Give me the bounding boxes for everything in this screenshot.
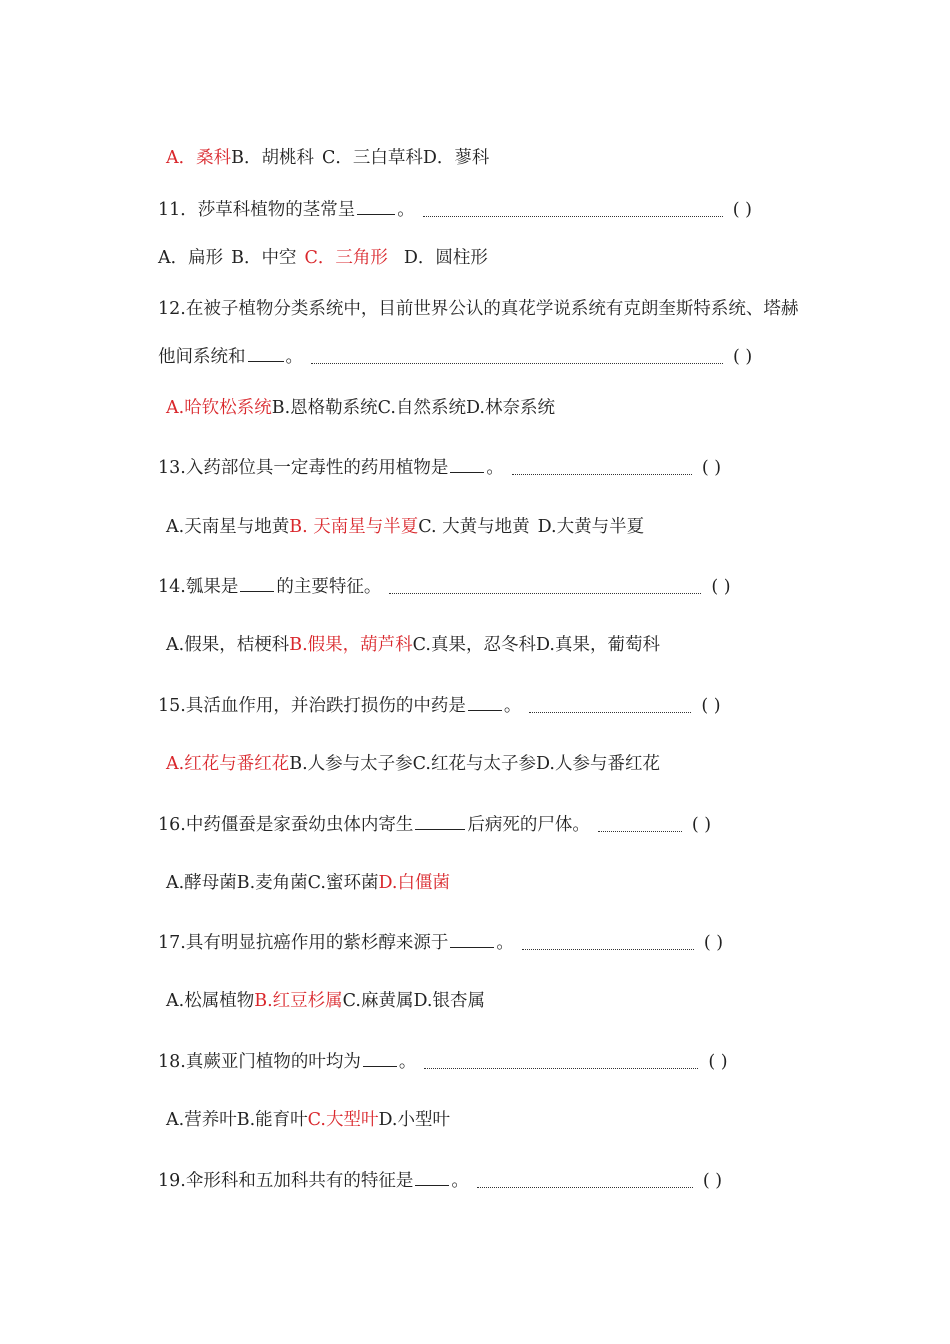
- q16-option-b: B.麦角菌: [236, 873, 308, 893]
- q19-leader: [477, 1187, 693, 1188]
- q12-option-b: B.恩格勒系统: [271, 398, 378, 418]
- q17-number: 17.: [158, 933, 186, 953]
- q18-stem: 真蕨亚门植物的叶均为: [185, 1052, 361, 1072]
- q19-stem: 伞形科和五加科共有的特征是: [185, 1171, 414, 1191]
- q12-leader: [311, 363, 723, 364]
- q16-option-c: C.蜜环菌: [307, 873, 379, 893]
- q18-option-b: B.能育叶: [236, 1110, 308, 1130]
- q15-option-b: B.人参与太子参: [289, 754, 413, 774]
- q15-stem: 具活血作用，并治跌打损伤的中药是: [185, 696, 466, 716]
- q11-blank[interactable]: [357, 198, 395, 215]
- q15-option-c: C.红花与太子参: [412, 754, 536, 774]
- q13-leader: [512, 474, 692, 475]
- q11-stem: 莎草科植物的茎常呈: [197, 200, 356, 220]
- q15-blank[interactable]: [468, 694, 502, 711]
- q13-end: 。: [486, 458, 504, 478]
- q17-end: 。: [496, 933, 514, 953]
- q18-blank[interactable]: [363, 1050, 397, 1067]
- q13-option-d: D.大黄与半夏: [537, 517, 645, 537]
- q12-option-a: A.哈钦松系统: [166, 398, 272, 418]
- q15-options: [166, 753, 866, 775]
- q10-option-d: D．蓼科: [422, 148, 490, 168]
- q11-option-c: C．三角形: [304, 248, 388, 268]
- q17-option-b: B.红豆杉属: [254, 991, 343, 1011]
- q14-stem2: 的主要特征。: [276, 577, 382, 597]
- q14-option-b: B.假果，葫芦科: [289, 635, 413, 655]
- q13-stem: 入药部位具一定毒性的药用植物是: [185, 458, 449, 478]
- q15-end: 。: [503, 696, 522, 716]
- q18-options: [166, 1109, 866, 1131]
- q13-answer-paren[interactable]: ( ): [701, 458, 722, 478]
- q16-stem: 中药僵蚕是家蚕幼虫体内寄生: [185, 815, 414, 835]
- q11-answer-paren[interactable]: ( ): [732, 200, 752, 220]
- q11-option-d: D．圆柱形: [403, 248, 488, 268]
- q18-option-a: A.营养叶: [166, 1110, 237, 1130]
- q12-options: [166, 397, 866, 419]
- q15-option-a: A.红花与番红花: [166, 754, 290, 774]
- q12-stem-line2: 他间系统和: [158, 347, 246, 367]
- question-11: [158, 198, 858, 221]
- q15-option-d: D.人参与番红花: [535, 754, 660, 774]
- q13-option-b: B. 天南星与半夏: [289, 517, 419, 537]
- q10-option-b: B．胡桃科: [231, 148, 315, 168]
- q12-option-c: C.自然系统: [377, 398, 466, 418]
- q10-option-c: C．三白草科: [322, 148, 423, 168]
- q18-answer-paren[interactable]: ( ): [708, 1052, 728, 1072]
- question-19: [158, 1169, 858, 1192]
- q12-blank[interactable]: [248, 345, 284, 362]
- question-14: [158, 575, 858, 598]
- q16-leader: [598, 831, 682, 832]
- q14-answer-paren[interactable]: ( ): [711, 577, 731, 597]
- q15-answer-paren[interactable]: ( ): [701, 696, 721, 716]
- q16-option-d: D.白僵菌: [378, 873, 450, 893]
- q18-end: 。: [398, 1052, 417, 1072]
- q13-number: 13.: [158, 458, 186, 478]
- q18-option-d: D.小型叶: [378, 1110, 450, 1130]
- question-16: [158, 813, 858, 836]
- q16-options: [166, 872, 866, 894]
- q17-blank[interactable]: [450, 931, 494, 948]
- q10-options: [166, 147, 866, 169]
- q13-option-a: A.天南星与地黄: [166, 517, 290, 537]
- q18-leader: [424, 1068, 698, 1069]
- q16-option-a: A.酵母菌: [166, 873, 237, 893]
- q11-options: [158, 247, 858, 269]
- q17-option-d: D.银杏属: [413, 991, 485, 1011]
- q19-number: 19.: [158, 1171, 186, 1191]
- q11-option-b: B．中空: [231, 248, 297, 268]
- q14-option-a: A.假果，桔梗科: [166, 635, 290, 655]
- q11-number: 11．: [158, 200, 198, 220]
- q15-number: 15.: [158, 696, 186, 716]
- q19-answer-paren[interactable]: ( ): [702, 1171, 723, 1191]
- q13-blank[interactable]: [450, 456, 484, 473]
- q14-leader: [389, 593, 701, 594]
- q17-leader: [522, 949, 694, 950]
- q11-leader: [423, 216, 723, 217]
- q16-blank[interactable]: [415, 813, 465, 830]
- q12-end: 。: [285, 347, 303, 367]
- q19-end: 。: [451, 1171, 469, 1191]
- q11-option-a: A．扁形: [158, 248, 224, 268]
- q17-stem: 具有明显抗癌作用的紫杉醇来源于: [185, 933, 449, 953]
- question-12: [158, 345, 858, 368]
- q13-options: [166, 516, 866, 538]
- q16-stem2: 后病死的尸体。: [467, 815, 590, 835]
- q18-option-c: C.大型叶: [307, 1110, 379, 1130]
- q10-option-a: A．桑科: [166, 148, 232, 168]
- q16-answer-paren[interactable]: ( ): [691, 815, 712, 835]
- q12-answer-paren[interactable]: ( ): [733, 347, 753, 367]
- q17-answer-paren[interactable]: ( ): [703, 933, 724, 953]
- q16-number: 16.: [158, 815, 186, 835]
- q12-stem-line1: 12.在被子植物分类系统中，目前世界公认的真花学说系统有克朗奎斯特系统、塔赫: [158, 299, 799, 319]
- q11-end: 。: [397, 200, 415, 220]
- question-18: [158, 1050, 858, 1073]
- question-17: [158, 931, 858, 954]
- q19-blank[interactable]: [415, 1169, 449, 1186]
- q17-option-c: C.麻黄属: [342, 991, 414, 1011]
- q14-blank[interactable]: [240, 575, 274, 592]
- q15-leader: [529, 712, 691, 713]
- question-15: [158, 694, 858, 717]
- q12-option-d: D.林奈系统: [465, 398, 555, 418]
- q18-number: 18.: [158, 1052, 186, 1072]
- q14-option-d: D.真果，葡萄科: [535, 635, 660, 655]
- q14-stem: 瓠果是: [185, 577, 239, 597]
- question-13: [158, 456, 858, 479]
- q17-options: [166, 990, 866, 1012]
- q17-option-a: A.松属植物: [166, 991, 255, 1011]
- q14-number: 14.: [158, 577, 186, 597]
- q14-options: [166, 634, 866, 656]
- q13-option-c: C. 大黄与地黄: [418, 517, 530, 537]
- q14-option-c: C.真果，忍冬科: [412, 635, 536, 655]
